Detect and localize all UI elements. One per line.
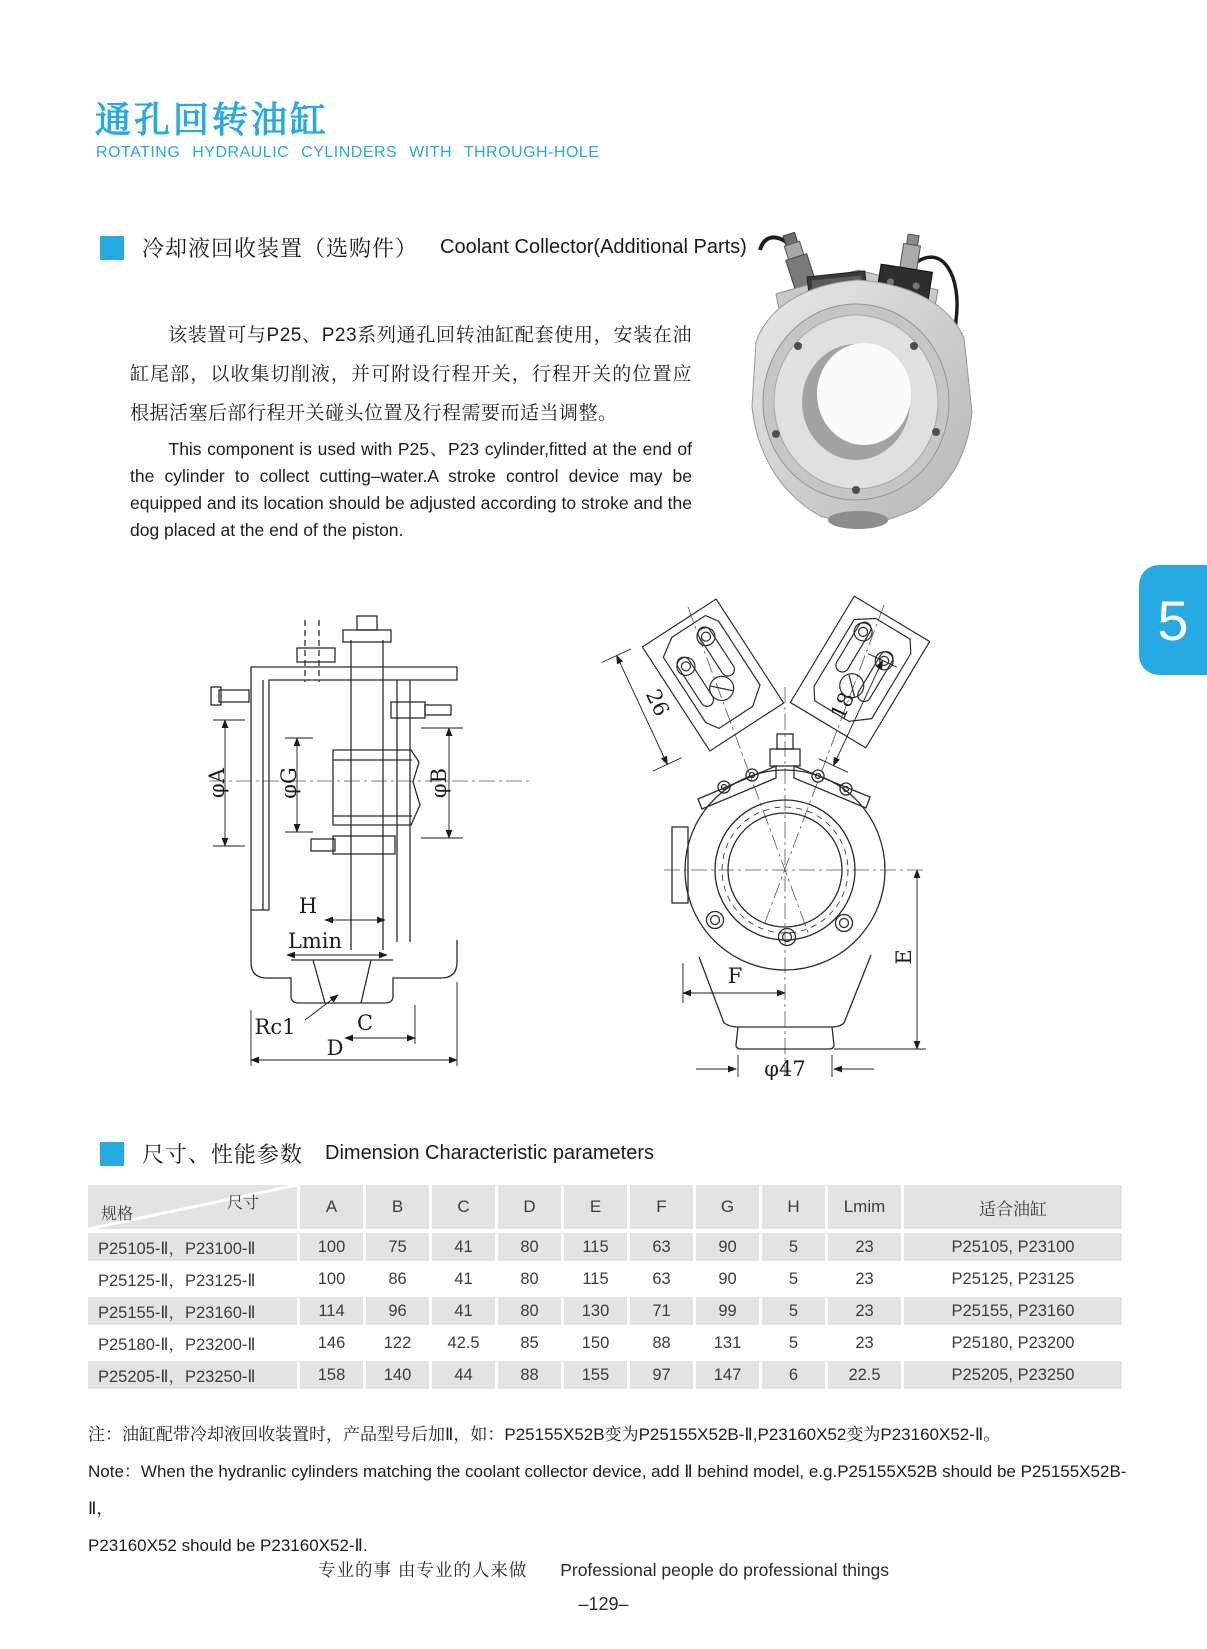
column-header: E [564,1185,630,1233]
value-cell: 140 [366,1361,432,1393]
value-cell: 80 [498,1233,564,1265]
body-outline [672,734,885,1049]
section-heading-en: Dimension Characteristic parameters [325,1142,655,1164]
dimension-table-body [88,1233,1122,1393]
value-cell: 158 [300,1361,366,1393]
value-cell: 44 [432,1361,498,1393]
value-cell: 41 [432,1233,498,1265]
value-cell: 146 [300,1329,366,1361]
page-subtitle: ROTATING HYDRAULIC CYLINDERS WITH THROUGH-HOLE [96,144,600,161]
through-hole [817,343,911,445]
dim-label-18: 18 [826,688,860,724]
model-cell: P25180-Ⅱ，P23200-Ⅱ [88,1329,300,1361]
dimension-labels [641,686,916,1080]
value-cell: 86 [366,1265,432,1297]
corner-label-spec: 规格 [101,1206,134,1223]
side-section-drawing [205,610,535,1075]
value-cell: 75 [366,1233,432,1265]
note-line-en1: Note：When the hydranlic cylinders matching the coolant collector device, add Ⅱ behind model, e.g.P25155X52B should be P25155X52B-Ⅱ， [88,1462,1127,1518]
bottom-boss [828,511,888,529]
chapter-number: 5 [1157,588,1189,652]
value-cell: 5 [762,1265,828,1297]
column-header: F [630,1185,696,1233]
section-heading-en: Coolant Collector(Additional Parts) [440,236,747,258]
footer-slogan-cn: 专业的事 由专业的人来做 [317,1560,528,1580]
note-line-cn: 注：油缸配带冷却液回收装置时，产品型号后加Ⅱ，如：P25155X52B变为P25155X52B-Ⅱ,P23160X52变为P23160X52-Ⅱ。 [88,1425,1001,1444]
value-cell: 42.5 [432,1329,498,1361]
note-line-en2: P23160X52 should be P23160X52-Ⅱ. [88,1536,368,1555]
centerlines [664,605,924,1075]
value-cell: 147 [696,1361,762,1393]
page-title: 通孔回转油缸 [95,99,330,140]
value-cell: 114 [300,1297,366,1329]
dim-label-H: H [298,894,318,918]
value-cell: P25105, P23100 [904,1233,1122,1265]
section-heading-cn: 尺寸、性能参数 [142,1142,304,1167]
value-cell: 155 [564,1361,630,1393]
column-header: 适合油缸 [904,1185,1122,1233]
value-cell: P25125, P23125 [904,1265,1122,1297]
dim-label-Rc1: Rc1 [254,1015,296,1039]
section-bullet-icon [100,236,124,260]
table-row [88,1265,1122,1297]
coolant-section-heading [100,232,747,263]
value-cell: 23 [828,1233,904,1265]
value-cell: 6 [762,1361,828,1393]
dim-label-phi47: φ47 [764,1057,806,1080]
value-cell: 23 [828,1297,904,1329]
value-cell: 100 [300,1265,366,1297]
dimension-section-heading [100,1138,654,1169]
page-number: –129– [578,1594,629,1614]
coolant-collector-photo [708,220,1008,540]
value-cell: 97 [630,1361,696,1393]
column-header: B [366,1185,432,1233]
value-cell: 100 [300,1233,366,1265]
section-heading-cn: 冷却液回收装置（选购件） [142,236,419,261]
table-row [88,1361,1122,1393]
table-row [88,1233,1122,1265]
value-cell: 122 [366,1329,432,1361]
dim-label-D: D [326,1036,344,1060]
column-header: G [696,1185,762,1233]
value-cell: 90 [696,1265,762,1297]
value-cell: 88 [498,1361,564,1393]
value-cell: 96 [366,1297,432,1329]
switch-plate-left [642,599,783,751]
value-cell: 71 [630,1297,696,1329]
value-cell: 115 [564,1233,630,1265]
value-cell: 130 [564,1297,630,1329]
description-paragraph-cn: 该装置可与P25、P23系列通孔回转油缸配套使用，安装在油缸尾部，以收集切削液，并可附设行程开关，行程开关的位置应根据活塞后部行程开关碰头位置及行程需要而适当调整。 [130,325,692,424]
value-cell: 5 [762,1297,828,1329]
notes-block [88,1416,1132,1564]
value-cell: 85 [498,1329,564,1361]
dim-label-C: C [356,1011,374,1035]
value-cell: P25155, P23160 [904,1297,1122,1329]
model-cell: P25205-Ⅱ，P23250-Ⅱ [88,1361,300,1393]
column-header: A [300,1185,366,1233]
dimension-labels [205,767,451,1060]
dim-label-F: F [727,964,743,988]
value-cell: P25205, P23250 [904,1361,1122,1393]
column-header: H [762,1185,828,1233]
value-cell: P25180, P23200 [904,1329,1122,1361]
column-header: C [432,1185,498,1233]
value-cell: 41 [432,1297,498,1329]
corner-label-size: 尺寸 [226,1195,259,1212]
value-cell: 99 [696,1297,762,1329]
dim-label-E: E [892,949,916,965]
description-paragraph-en: This component is used with P25、P23 cylinder,fitted at the end of the cylinder to collect cutting–water.A stroke control device may be equipped and its location should be adjusted according to stroke and the dog placed at the end of the piston. [130,439,692,540]
footer-slogan [0,1557,1207,1582]
chapter-tab [1139,565,1207,675]
column-header: Lmim [828,1185,904,1233]
value-cell: 22.5 [828,1361,904,1393]
value-cell: 41 [432,1265,498,1297]
switch-plate-right [790,596,929,748]
table-row [88,1329,1122,1361]
table-header-row [88,1185,1122,1233]
value-cell: 80 [498,1297,564,1329]
dimension-table [88,1185,1122,1393]
dim-label-phiA: φA [205,768,229,798]
section-bullet-icon [100,1142,124,1166]
value-cell: 23 [828,1329,904,1361]
value-cell: 90 [696,1233,762,1265]
model-cell: P25125-Ⅱ，P23125-Ⅱ [88,1265,300,1297]
value-cell: 23 [828,1265,904,1297]
footer-slogan-en: Professional people do professional things [560,1560,890,1580]
value-cell: 63 [630,1265,696,1297]
value-cell: 5 [762,1329,828,1361]
value-cell: 5 [762,1233,828,1265]
value-cell: 88 [630,1329,696,1361]
front-view-drawing [572,575,930,1080]
value-cell: 63 [630,1233,696,1265]
value-cell: 80 [498,1265,564,1297]
model-cell: P25155-Ⅱ，P23160-Ⅱ [88,1297,300,1329]
dim-label-phiG: φG [277,767,301,799]
dim-label-Lmin: Lmin [287,929,343,953]
value-cell: 150 [564,1329,630,1361]
dim-label-26: 26 [640,685,674,721]
model-cell: P25105-Ⅱ，P23100-Ⅱ [88,1233,300,1265]
value-cell: 131 [696,1329,762,1361]
column-header: D [498,1185,564,1233]
table-row [88,1297,1122,1329]
table-corner-cell [88,1185,300,1233]
value-cell: 115 [564,1265,630,1297]
dim-label-phiB: φB [427,767,451,799]
